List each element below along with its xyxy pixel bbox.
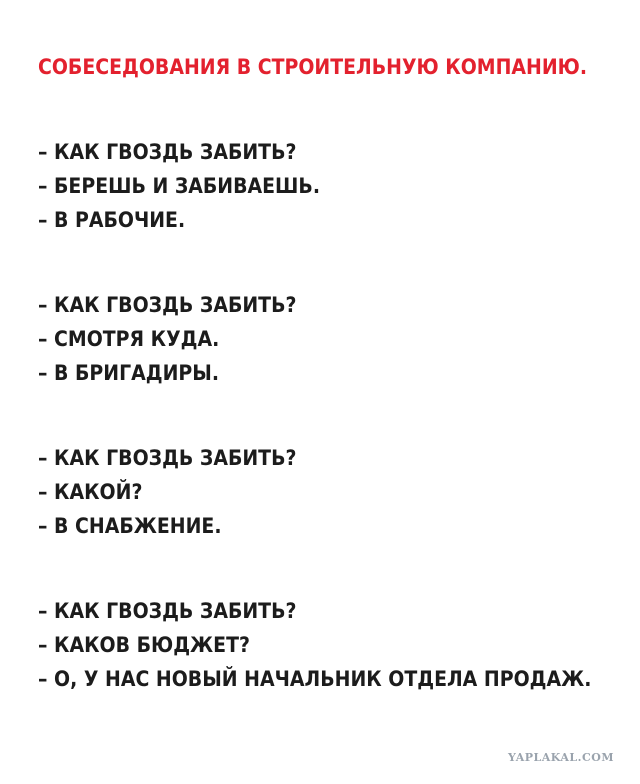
dialogue-line-verdict: – В БРИГАДИРЫ.	[38, 361, 220, 385]
dialogue-line-answer: – СМОТРЯ КУДА.	[38, 327, 220, 351]
dialogue-line-question: – КАК ГВОЗДЬ ЗАБИТЬ?	[38, 293, 297, 317]
dialogue-block-rabochie	[38, 135, 351, 237]
dialogue-line-answer: – БЕРЕШЬ И ЗАБИВАЕШЬ.	[38, 174, 321, 198]
dialogue-line-verdict: – В СНАБЖЕНИЕ.	[38, 514, 222, 538]
dialogue-line-answer: – КАКОЙ?	[38, 480, 143, 504]
dialogue-block-prodazhi	[38, 594, 640, 696]
joke-title: СОБЕСЕДОВАНИЯ В СТРОИТЕЛЬНУЮ КОМПАНИЮ.	[38, 55, 588, 79]
dialogue-line-verdict: – В РАБОЧИЕ.	[38, 208, 186, 232]
dialogue-line-answer: – КАКОВ БЮДЖЕТ?	[38, 633, 250, 657]
dialogue-line-verdict: – О, У НАС НОВЫЙ НАЧАЛЬНИК ОТДЕЛА ПРОДАЖ.	[38, 667, 592, 691]
dialogue-line-question: – КАК ГВОЗДЬ ЗАБИТЬ?	[38, 446, 297, 470]
dialogue-block-snabzhenie	[38, 441, 325, 543]
site-watermark: YAPLAKAL.COM	[508, 751, 614, 764]
dialogue-line-question: – КАК ГВОЗДЬ ЗАБИТЬ?	[38, 140, 297, 164]
dialogue-block-brigadiry	[38, 288, 325, 390]
dialogue-line-question: – КАК ГВОЗДЬ ЗАБИТЬ?	[38, 599, 297, 623]
